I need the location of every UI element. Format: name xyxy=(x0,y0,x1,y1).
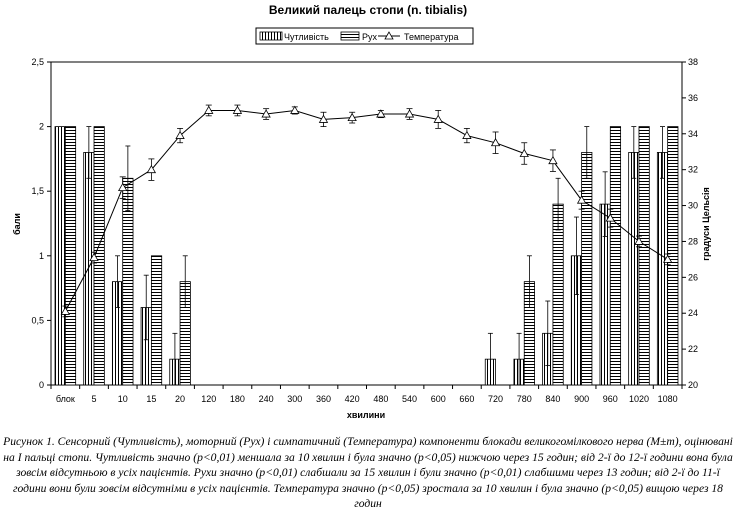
x-tick-label: 900 xyxy=(574,394,590,404)
x-tick-label: 960 xyxy=(602,394,618,404)
y-tick-label-right: 22 xyxy=(688,344,699,355)
y-tick-label-right: 30 xyxy=(688,200,699,211)
y-tick-label-right: 20 xyxy=(688,380,699,390)
chart-title: Великий палець стопи (n. tibialis) xyxy=(268,3,468,17)
x-tick-label: 240 xyxy=(258,394,274,404)
x-tick-label: 180 xyxy=(229,394,245,404)
bar-sensitivity xyxy=(84,152,94,385)
y-axis-right xyxy=(682,57,698,390)
x-tick-label: 120 xyxy=(201,394,217,404)
x-tick-label: 660 xyxy=(459,394,475,404)
y-tick-label-left: 2 xyxy=(38,121,44,132)
legend-label-movement: Рух xyxy=(362,32,378,42)
y-axis-right-title: градуси Цельсія xyxy=(701,187,711,261)
y-axis-left xyxy=(31,57,51,390)
x-tick-label: 360 xyxy=(315,394,331,404)
bars-layer xyxy=(55,127,678,385)
y-tick-label-right: 36 xyxy=(688,92,699,103)
x-tick-label: 780 xyxy=(516,394,532,404)
x-tick-label: 720 xyxy=(488,394,504,404)
temperature-point xyxy=(291,106,299,113)
y-tick-label-left: 2,5 xyxy=(31,57,44,67)
temperature-point xyxy=(205,106,213,113)
y-tick-label-right: 38 xyxy=(688,57,699,67)
legend xyxy=(256,28,473,44)
legend-swatch-sensitivity xyxy=(260,32,282,40)
x-axis xyxy=(51,385,682,404)
x-tick-label: 15 xyxy=(146,394,157,404)
x-tick-label: блок xyxy=(55,394,75,404)
x-tick-label: 1020 xyxy=(628,394,649,404)
x-tick-label: 840 xyxy=(545,394,561,404)
bar-sensitivity xyxy=(55,127,65,385)
y-tick-label-right: 26 xyxy=(688,272,699,283)
y-axis-left-title: бали xyxy=(12,213,22,235)
x-tick-label: 5 xyxy=(91,394,97,404)
x-tick-label: 300 xyxy=(287,394,303,404)
x-tick-label: 600 xyxy=(430,394,446,404)
bar-movement xyxy=(610,127,620,385)
y-tick-label-left: 1,5 xyxy=(31,186,44,197)
bar-sensitivity xyxy=(657,152,667,385)
temperature-point xyxy=(233,106,241,113)
x-tick-label: 20 xyxy=(175,394,186,404)
x-tick-label: 10 xyxy=(117,394,128,404)
legend-swatch-movement xyxy=(341,32,359,40)
y-tick-label-left: 0 xyxy=(38,380,44,390)
bar-movement xyxy=(582,152,592,385)
x-axis-title: хвилини xyxy=(346,410,386,420)
temperature-point xyxy=(520,150,528,157)
y-tick-label-right: 24 xyxy=(688,308,699,319)
legend-label-sensitivity: Чутливість xyxy=(284,32,329,42)
legend-label-temperature: Температура xyxy=(404,32,459,42)
x-tick-label: 540 xyxy=(402,394,418,404)
bar-movement xyxy=(639,127,649,385)
y-tick-label-right: 34 xyxy=(688,128,699,139)
bar-movement xyxy=(668,127,678,385)
x-tick-label: 420 xyxy=(344,394,360,404)
temperature-point xyxy=(463,132,471,139)
bar-sensitivity xyxy=(629,152,639,385)
bar-movement xyxy=(151,256,161,385)
y-tick-label-right: 28 xyxy=(688,236,699,247)
figure-caption: Рисунок 1. Сенсорний (Чутливість), моторний (Рух) і симпатичний (Температура) компоненти блокади великогомілкового нерва (M±m), оцінювані на I пальці стопи. Чутливість значно (p<0,01) меншала за 10 хвилин і була значно (p<0,05) нижчою через 15 годин; від 2-ї до 12-ї години вона була зовсім відсутньою в усіх пацієнтів. Рухи значно (p<0,01) слабшали за 15 хвилин і були значно (p<0,01) слабшими через 13 годин; від 2-ї до 11-ї години вони були зовсім відсутніми в усіх пацієнтів. Температура значно (p<0,05) зростала за 10 хвилин і була значно (p<0,05) вищою через 18 годин xyxy=(3,435,733,510)
bar-movement xyxy=(553,204,563,385)
x-tick-label: 480 xyxy=(373,394,389,404)
y-tick-label-left: 0,5 xyxy=(31,315,44,326)
x-tick-label: 1080 xyxy=(657,394,678,404)
bar-movement xyxy=(65,127,75,385)
y-tick-label-right: 32 xyxy=(688,164,699,175)
y-tick-label-left: 1 xyxy=(38,250,44,261)
